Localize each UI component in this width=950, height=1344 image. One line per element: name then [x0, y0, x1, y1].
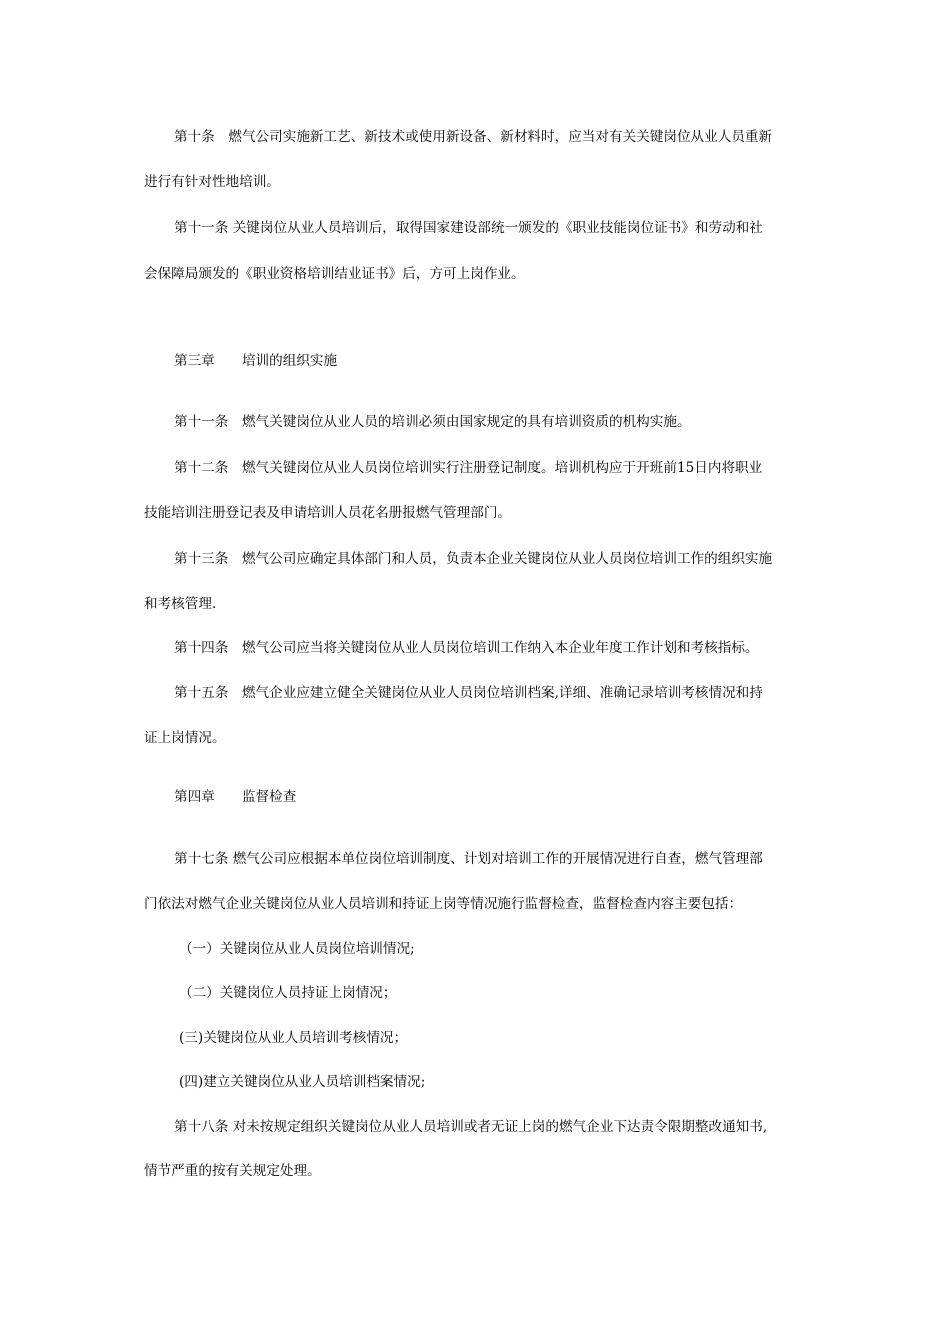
- list-item-2: （二）关键岗位人员持证上岗情况；: [179, 985, 397, 1001]
- article-12-line-1: 第十二条 燃气关键岗位从业人员岗位培训实行注册登记制度。培训机构应于开班前15日内将职业: [174, 460, 763, 476]
- chapter-3-heading: 第三章 培训的组织实施: [174, 353, 338, 369]
- article-13-line-1: 第十三条 燃气公司应确定具体部门和人员，负责本企业关键岗位从业人员岗位培训工作的组织实施: [174, 551, 773, 567]
- article-15-line-1: 第十五条 燃气企业应建立健全关键岗位从业人员岗位培训档案,详细、准确记录培训考核情况和持: [174, 685, 763, 701]
- article-13-line-2: 和考核管理.: [144, 596, 217, 612]
- article-17-line-2: 门依法对燃气企业关键岗位从业人员培训和持证上岗等情况施行监督检查，监督检查内容主要包括：: [144, 896, 743, 912]
- article-14-line-1: 第十四条 燃气公司应当将关键岗位从业人员岗位培训工作纳入本企业年度工作计划和考核指标。: [174, 640, 759, 656]
- article-11b-line-1: 第十一条 燃气关键岗位从业人员的培训必须由国家规定的具有培训资质的机构实施。: [174, 414, 691, 430]
- list-item-1: （一）关键岗位从业人员岗位培训情况;: [179, 941, 415, 957]
- article-12-line-2: 技能培训注册登记表及申请培训人员花名册报燃气管理部门。: [144, 505, 512, 521]
- article-11a-line-2: 会保障局颁发的《职业资格培训结业证书》后，方可上岗作业。: [144, 266, 525, 282]
- list-item-4: (四)建立关键岗位从业人员培训档案情况;: [179, 1074, 426, 1090]
- list-item-3: (三)关键岗位从业人员培训考核情况；: [179, 1030, 408, 1046]
- article-18-line-2: 情节严重的按有关规定处理。: [144, 1163, 321, 1179]
- chapter-4-heading: 第四章 监督检查: [174, 789, 297, 805]
- article-11a-line-1: 第十一条 关键岗位从业人员培训后，取得国家建设部统一颁发的《职业技能岗位证书》和劳动和社: [174, 220, 763, 236]
- article-10-line-1: 第十条 燃气公司实施新工艺、新技术或使用新设备、新材料时，应当对有关关键岗位从业人员重新: [174, 129, 773, 145]
- article-15-line-2: 证上岗情况。: [144, 730, 226, 746]
- article-10-line-2: 进行有针对性地培训。: [144, 174, 280, 190]
- article-18-line-1: 第十八条 对未按规定组织关键岗位从业人员培训或者无证上岗的燃气企业下达责令限期整改通知书,: [174, 1119, 768, 1135]
- article-17-line-1: 第十七条 燃气公司应根据本单位岗位培训制度、计划对培训工作的开展情况进行自查，燃气管理部: [174, 851, 763, 867]
